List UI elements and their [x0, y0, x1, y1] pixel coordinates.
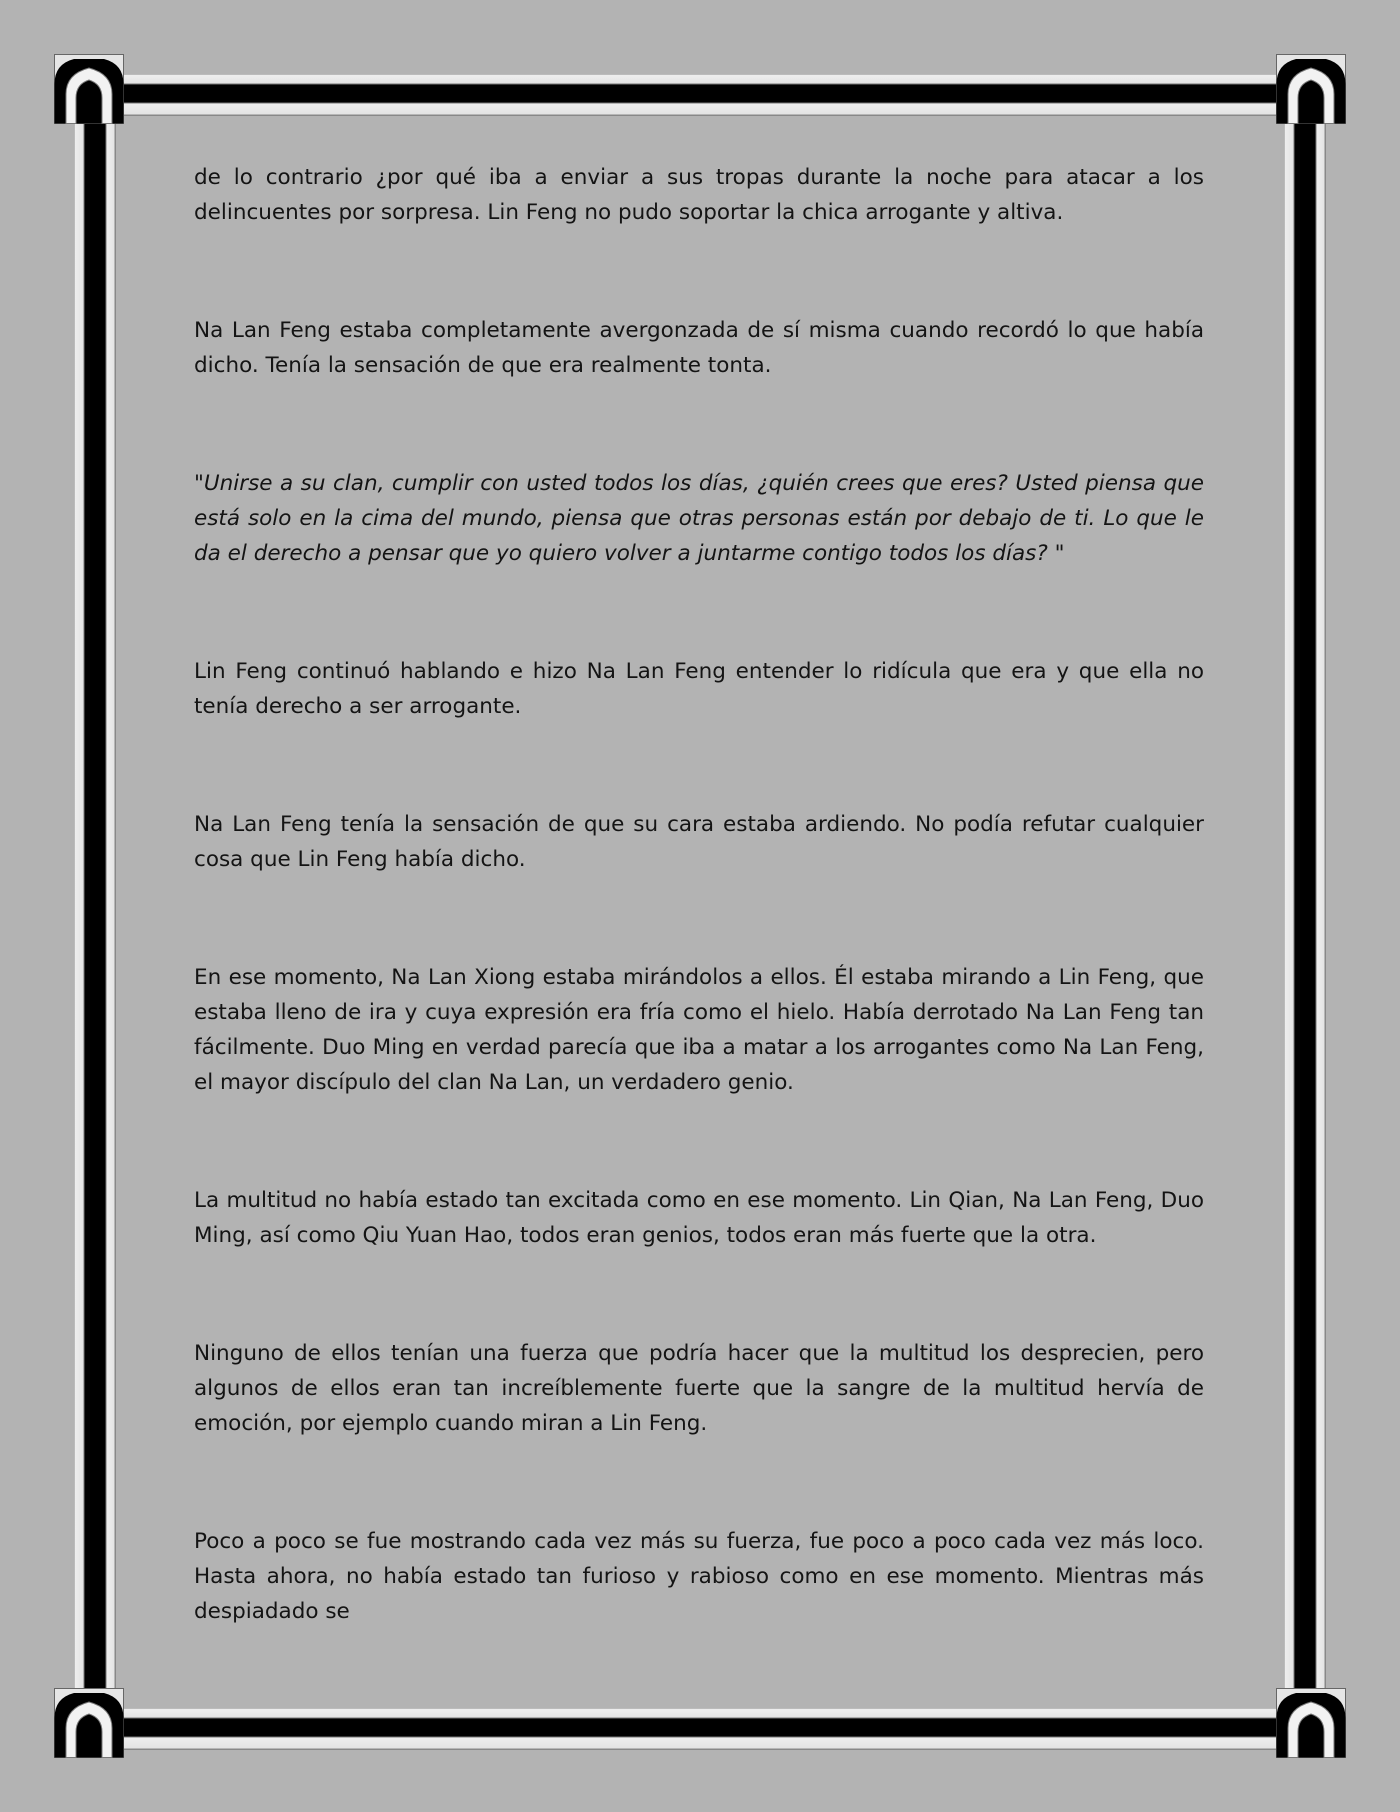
paragraph-6: En ese momento, Na Lan Xiong estaba mirándolos a ellos. Él estaba mirando a Lin Feng, que estaba lleno de ira y cuya expresión era fría como el hielo. Había derrotado Na Lan Feng tan fácilmente. Duo Ming en verdad parecía que iba a matar a los arrogantes como Na Lan Feng, el mayor discípulo del clan Na Lan, un verdadero genio.: [194, 965, 1204, 1095]
frame-bottom-bar: [118, 1708, 1282, 1750]
frame-left-bar: [74, 118, 116, 1694]
frame-corner-bottom-left-icon: [54, 1688, 124, 1758]
frame-top-bar: [118, 74, 1282, 116]
paragraph-4: Lin Feng continuó hablando e hizo Na Lan Feng entender lo ridícula que era y que ella no tenía derecho a ser arrogante.: [194, 659, 1204, 719]
paragraph-2: Na Lan Feng estaba completamente avergonzada de sí misma cuando recordó lo que había dicho. Tenía la sensación de que era realmente tonta.: [194, 318, 1204, 378]
paragraph-5: Na Lan Feng tenía la sensación de que su cara estaba ardiendo. No podía refutar cualquier cosa que Lin Feng había dicho.: [194, 812, 1204, 872]
paragraph-3-quote: "Unirse a su clan, cumplir con usted todos los días, ¿quién crees que eres? Usted piensa que está solo en la cima del mundo, piensa que otras personas están por debajo de ti. Lo que le da el derecho a pensar que yo quiero volver a juntarme contigo todos los días? ": [194, 471, 1204, 566]
paragraph-8: Ninguno de ellos tenían una fuerza que podría hacer que la multitud los desprecien, pero algunos de ellos eran tan increíblemente fuerte que la sangre de la multitud hervía de emoción, por ejemplo cuando miran a Lin Feng.: [194, 1341, 1204, 1436]
paragraph-7: La multitud no había estado tan excitada como en ese momento. Lin Qian, Na Lan Feng, Duo Ming, así como Qiu Yuan Hao, todos eran genios, todos eran más fuerte que la otra.: [194, 1188, 1204, 1248]
paragraph-9: Poco a poco se fue mostrando cada vez más su fuerza, fue poco a poco cada vez más loco. Hasta ahora, no había estado tan furioso y rabioso como en ese momento. Mientras más despiadado se: [194, 1529, 1204, 1624]
paragraph-1: de lo contrario ¿por qué iba a enviar a sus tropas durante la noche para atacar a los delincuentes por sorpresa. Lin Feng no pudo soportar la chica arrogante y altiva.: [194, 165, 1204, 225]
frame-right-bar: [1284, 118, 1326, 1694]
frame-corner-bottom-right-icon: [1276, 1688, 1346, 1758]
frame-corner-top-left-icon: [54, 54, 124, 124]
page-body-text: [194, 160, 1204, 1712]
frame-corner-top-right-icon: [1276, 54, 1346, 124]
